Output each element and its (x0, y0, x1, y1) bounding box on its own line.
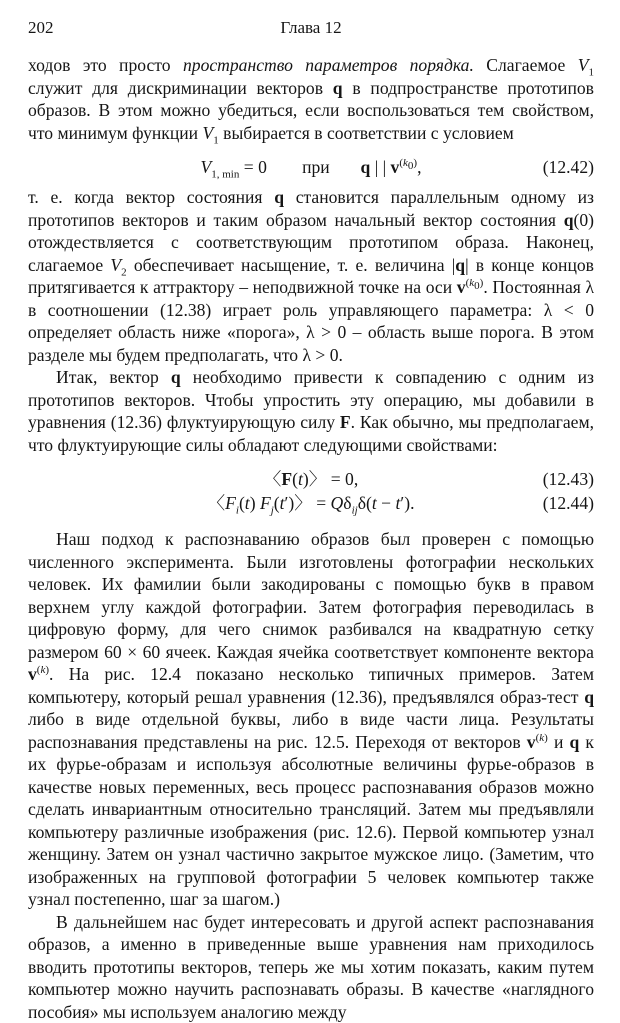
paragraph: Итак, вектор q необходимо привести к совпадению с одним из прототипов векторов. Чтобы упростить эту операцию, мы добавили в уравнения (12.36) флуктуирующую силу F. Как обычно, мы предполагаем, что флуктуирующие силы обладают следующими свойствами: (28, 366, 594, 456)
equation-formula: 〈F(t)〉 = 0, (28, 468, 594, 491)
equation-12-42 (28, 156, 594, 180)
page-body (28, 54, 594, 1023)
equation-number: (12.42) (543, 156, 594, 179)
equation-formula: $V_{1, min} = 0$ при q | | $v^{(k_0)}$, (28, 156, 594, 179)
paragraph: ходов это просто пространство параметров порядка. Слагаемое $V_1$ служит для дискриминации векторов q в подпространстве прототипов образов. В этом можно убедиться, если воспользоваться тем свойством, что минимум функции $V_1$ выбирается в соответствии с условием (28, 54, 594, 144)
chapter-title: Глава 12 (28, 18, 594, 38)
equation-number: (12.43) (543, 468, 594, 491)
equation-12-43 (28, 468, 594, 492)
page-number: 202 (28, 18, 54, 38)
paragraph: т. е. когда вектор состояния q становится параллельным одному из прототипов векторов и таким образом начальный вектор состояния q(0) отождествляется с соответствующим прототипом образа. Наконец, слагаемое $V_2$ обеспечивает насыщение, т. е. величина |q| в конце концов притягивается к аттрактору – неподвижной точке на оси $v^{(k_0)}$. Постоянная λ в соотношении (12.38) играет роль управляющего параметра: λ < 0 определяет область ниже «порога», λ > 0 – область выше порога. В этом разделе мы будем предполагать, что λ > 0. (28, 186, 594, 366)
paragraph: Наш подход к распознаванию образов был проверен с помощью численного эксперимента. Были изготовлены фотографии нескольких человек. Их фамилии были закодированы с помощью букв в правом верхнем углу каждой фотографии. Затем фотография переводилась в цифровую форму, для чего снимок разбивался на квадратную сетку размером 60 × 60 ячеек. Каждая ячейка соответствует компоненте вектора $v^{(k)}$. На рис. 12.4 показано несколько типичных примеров. Затем компьютеру, который решал уравнения (12.36), предъявлялся образ-тест q либо в виде отдельной буквы, либо в виде части лица. Результаты распознавания представлены на рис. 12.5. Переходя от векторов $v^{(k)}$ и q к их фурье-образам и используя абсолютные величины фурье-образов в качестве новых переменных, весь процесс распознавания образов можно сделать инвариантным относительно трансляций. Затем мы предъявляли компьютеру различные изображения (рис. 12.6). Первой компьютер узнал женщину. Затем он узнал частично закрытое мужское лицо. (Заметим, что изображенных на групповой фотографии 5 человек компьютер также узнал постепенно, шаг за шагом.) (28, 528, 594, 911)
page-header (28, 18, 594, 42)
paragraph: В дальнейшем нас будет интересовать и другой аспект распознавания образов, а именно в приведенные выше уравнения нам приходилось вводить прототипы векторов, теперь же мы хотим показать, каким путем компьютер можно научить распознавать образы. В качестве «наглядного пособия» мы используем аналогию между (28, 911, 594, 1023)
equation-formula: 〈$F_i(t)$ $F_j(t')$〉 = $Q\delta_{ij}\delta(t - t')$. (28, 492, 594, 515)
equation-number: (12.44) (543, 492, 594, 515)
equation-12-44 (28, 492, 594, 516)
